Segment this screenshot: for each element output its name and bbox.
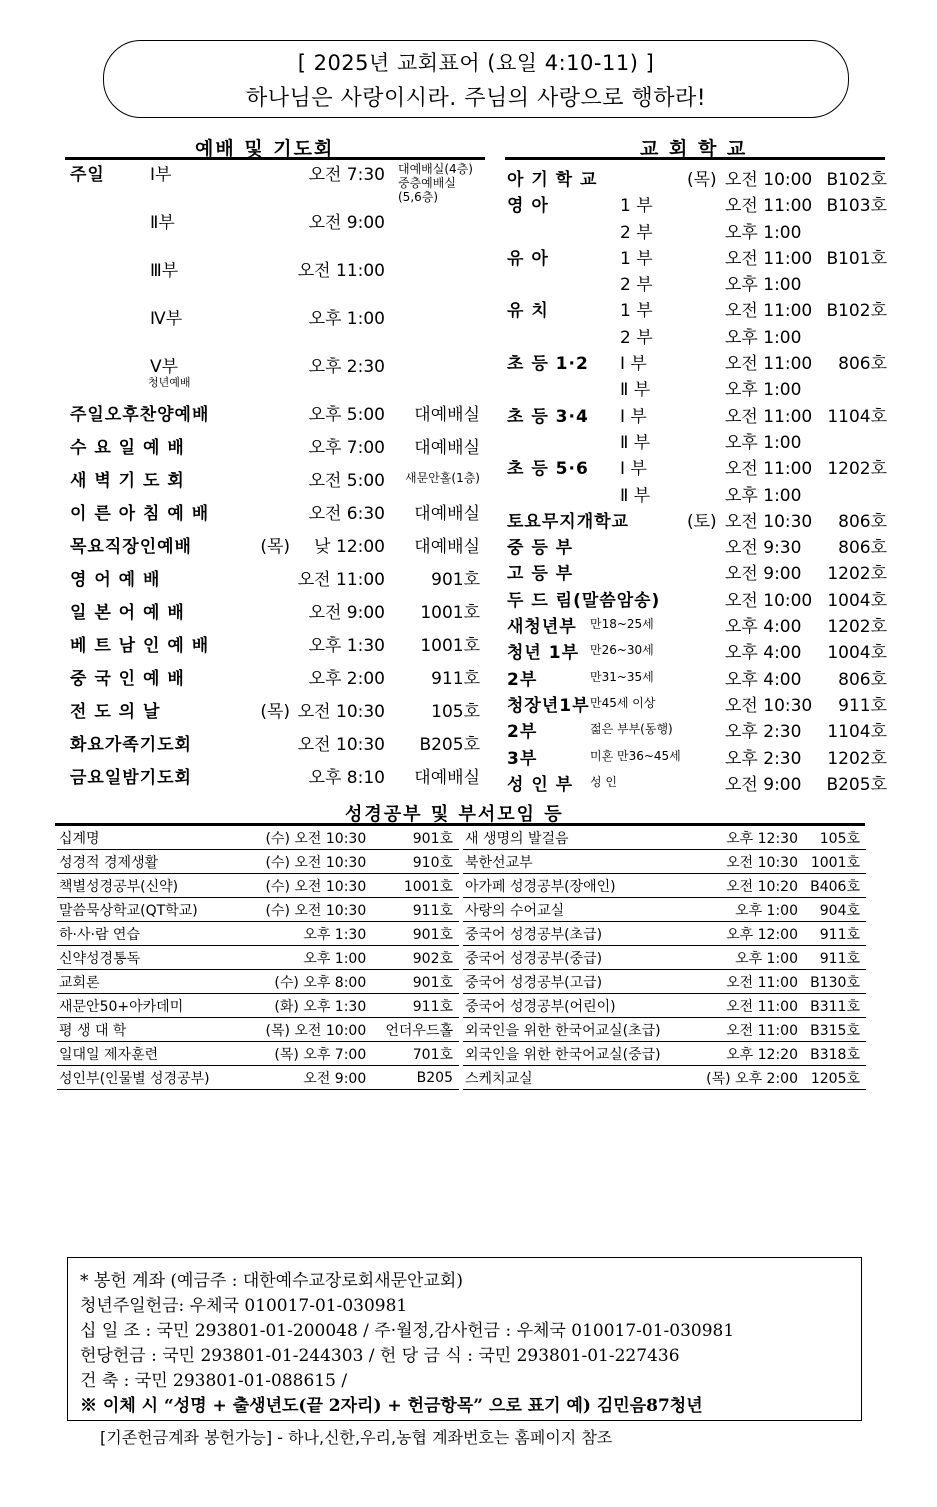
account-line: * 봉헌 계좌 (예금주 : 대한예수교장로회새문안교회) bbox=[80, 1271, 463, 1291]
school-dept: 중 등 부 bbox=[507, 538, 574, 559]
school-title: 교 회 학 교 bbox=[640, 138, 748, 160]
worship-time: 오전 9:00 bbox=[308, 603, 385, 623]
study-row bbox=[463, 994, 866, 1018]
study-name: 새문안50+아카데미 bbox=[57, 994, 243, 1018]
worship-name: 새 벽 기 도 회 bbox=[70, 471, 185, 491]
school-row bbox=[507, 244, 887, 270]
worship-time: 오후 1:30 bbox=[308, 636, 385, 656]
worship-name: 중 국 인 예 배 bbox=[70, 669, 185, 689]
study-time: 오전 10:20 bbox=[691, 874, 800, 898]
worship-place: 대예배실 bbox=[414, 438, 480, 458]
school-group: 1 부 bbox=[620, 301, 653, 322]
study-place: 701호 bbox=[368, 1042, 459, 1066]
school-row bbox=[507, 533, 887, 559]
school-time: 오후 1:00 bbox=[725, 222, 802, 243]
worship-place: 대예배실 bbox=[414, 504, 480, 524]
school-place: 1104호 bbox=[827, 722, 887, 743]
school-time: 오후 2:30 bbox=[725, 748, 802, 769]
study-row bbox=[57, 826, 459, 850]
school-row bbox=[507, 296, 887, 322]
study-place: 910호 bbox=[368, 850, 459, 874]
school-dept: 초 등 5·6 bbox=[507, 459, 589, 480]
study-row bbox=[57, 1042, 459, 1066]
worship-row bbox=[70, 565, 480, 598]
school-group: Ⅱ 부 bbox=[620, 485, 651, 506]
study-name: 성경적 경제생활 bbox=[57, 850, 243, 874]
school-row bbox=[507, 428, 887, 454]
worship-time: 오전 6:30 bbox=[308, 504, 385, 524]
school-row bbox=[507, 559, 887, 585]
study-name: 중국어 성경공부(중급) bbox=[463, 946, 691, 970]
study-time: 오후 1:00 bbox=[243, 946, 369, 970]
school-dept: 2부 bbox=[507, 722, 538, 743]
school-row bbox=[507, 218, 887, 244]
study-row bbox=[57, 946, 459, 970]
worship-row bbox=[70, 697, 480, 730]
study-time: (화) 오후 1:30 bbox=[243, 994, 369, 1018]
study-name: 중국어 성경공부(초급) bbox=[463, 922, 691, 946]
study-row bbox=[463, 970, 866, 994]
study-name: 십계명 bbox=[57, 826, 243, 850]
study-row bbox=[463, 1066, 866, 1090]
school-age: 만18~25세 bbox=[590, 617, 654, 632]
study-name: 평 생 대 학 bbox=[57, 1018, 243, 1042]
study-place: B406호 bbox=[800, 874, 866, 898]
worship-title: 예배 및 기도회 bbox=[195, 138, 335, 160]
worship-row bbox=[70, 160, 480, 208]
worship-day: (목) bbox=[260, 702, 290, 722]
school-group: 1 부 bbox=[620, 248, 653, 269]
school-time: 오후 1:00 bbox=[725, 327, 802, 348]
school-age: 미혼 만36~45세 bbox=[590, 748, 681, 763]
school-dept: 초 등 3·4 bbox=[507, 406, 589, 427]
study-place: 911호 bbox=[368, 994, 459, 1018]
school-place: 806호 bbox=[838, 511, 887, 532]
school-row bbox=[507, 454, 887, 480]
study-row bbox=[463, 850, 866, 874]
school-day: (토) bbox=[687, 511, 717, 532]
worship-time: 오전 7:30 bbox=[308, 165, 385, 185]
study-time: 오후 12:00 bbox=[691, 922, 800, 946]
study-time: (수) 오전 10:30 bbox=[243, 898, 369, 922]
school-place: 1202호 bbox=[827, 564, 887, 585]
school-place: B102호 bbox=[826, 301, 887, 322]
school-dept: 유 아 bbox=[507, 248, 549, 269]
worship-row bbox=[70, 730, 480, 763]
school-day: (목) bbox=[687, 170, 717, 190]
school-time: 오전 9:30 bbox=[725, 538, 802, 559]
account-line: 헌당헌금 : 국민 293801-01-244303 / 헌 당 금 식 : 국민 293801-01-227436 bbox=[80, 1346, 680, 1366]
school-time: 오후 1:00 bbox=[725, 380, 802, 401]
school-row bbox=[507, 744, 887, 770]
account-line: 십 일 조 : 국민 293801-01-200048 / 주·월정,감사헌금 : 우체국 010017-01-030981 bbox=[80, 1321, 735, 1341]
school-time: 오후 1:00 bbox=[725, 275, 802, 296]
study-name: 말씀묵상학교(QT학교) bbox=[57, 898, 243, 922]
motto-title: [ 2025년 교회표어 (요일 4:10-11) ] bbox=[297, 51, 655, 75]
school-time: 오후 4:00 bbox=[725, 643, 802, 664]
school-row bbox=[507, 612, 887, 638]
study-title: 성경공부 및 부서모임 등 bbox=[345, 804, 564, 825]
worship-row bbox=[70, 466, 480, 499]
school-row bbox=[507, 638, 887, 664]
school-dept: 고 등 부 bbox=[507, 564, 574, 585]
study-row bbox=[463, 898, 866, 922]
school-place: 806호 bbox=[838, 538, 887, 559]
worship-name: 일 본 어 예 배 bbox=[70, 603, 185, 623]
study-row bbox=[57, 922, 459, 946]
worship-time: 오전 10:30 bbox=[297, 735, 385, 755]
school-group: Ⅱ 부 bbox=[620, 380, 651, 401]
study-place: 904호 bbox=[800, 898, 866, 922]
study-name: 아가페 성경공부(장애인) bbox=[463, 874, 691, 898]
school-group: Ⅰ 부 bbox=[620, 406, 647, 427]
school-divider bbox=[505, 157, 885, 160]
school-place: B101호 bbox=[826, 248, 887, 269]
study-place: B205 bbox=[368, 1066, 459, 1090]
school-time: 오전 10:00 bbox=[725, 590, 813, 611]
school-row bbox=[507, 270, 887, 296]
school-row bbox=[507, 586, 887, 612]
study-place: B315호 bbox=[800, 1018, 866, 1042]
study-place: 901호 bbox=[368, 970, 459, 994]
study-name: 중국어 성경공부(고급) bbox=[463, 970, 691, 994]
worship-place: 105호 bbox=[431, 702, 480, 722]
school-row bbox=[507, 375, 887, 401]
worship-row bbox=[70, 499, 480, 532]
worship-name: 화요가족기도회 bbox=[70, 735, 192, 755]
worship-row bbox=[70, 598, 480, 631]
school-dept: 영 아 bbox=[507, 196, 549, 217]
school-group: 2 부 bbox=[620, 327, 653, 348]
school-group: 1 부 bbox=[620, 196, 653, 217]
worship-time: 오후 2:30 bbox=[308, 357, 385, 377]
worship-part: Ⅴ부 bbox=[150, 357, 179, 377]
school-time: 오전 11:00 bbox=[725, 301, 813, 322]
motto-text: 하나님은 사랑이시라. 주님의 사랑으로 행하라! bbox=[245, 86, 707, 111]
school-group: 2 부 bbox=[620, 222, 653, 243]
worship-row bbox=[70, 256, 480, 304]
study-place: 1001호 bbox=[368, 874, 459, 898]
school-time: 오후 2:30 bbox=[725, 722, 802, 743]
school-group: 2 부 bbox=[620, 275, 653, 296]
worship-part-note: 청년예배 bbox=[148, 376, 191, 389]
worship-row bbox=[70, 763, 480, 796]
school-age: 젊은 부부(동행) bbox=[590, 722, 673, 737]
school-time: 오후 4:00 bbox=[725, 669, 802, 690]
study-name: 하·사·람 연습 bbox=[57, 922, 243, 946]
study-row bbox=[463, 874, 866, 898]
study-row bbox=[57, 994, 459, 1018]
account-line: 건 축 : 국민 293801-01-088615 / bbox=[80, 1371, 348, 1391]
worship-place: 901호 bbox=[431, 570, 480, 590]
study-place: 언더우드홀 bbox=[368, 1018, 459, 1042]
study-name: 북한선교부 bbox=[463, 850, 691, 874]
worship-name: 주일 bbox=[70, 165, 105, 185]
worship-time: 오전 11:00 bbox=[297, 261, 385, 281]
study-time: 오후 1:00 bbox=[691, 898, 800, 922]
study-time: (수) 오후 8:00 bbox=[243, 970, 369, 994]
worship-row bbox=[70, 304, 480, 352]
study-time: (수) 오전 10:30 bbox=[243, 874, 369, 898]
school-place: 1004호 bbox=[827, 590, 887, 611]
school-time: 오전 11:00 bbox=[725, 196, 813, 217]
worship-place: 1001호 bbox=[420, 603, 480, 623]
worship-place: 새문안홀(1층) bbox=[405, 471, 480, 485]
study-name: 책별성경공부(신약) bbox=[57, 874, 243, 898]
school-list bbox=[507, 165, 887, 796]
worship-part: Ⅲ부 bbox=[150, 261, 179, 281]
study-row bbox=[57, 970, 459, 994]
school-row bbox=[507, 507, 887, 533]
study-row bbox=[57, 850, 459, 874]
study-row bbox=[463, 826, 866, 850]
worship-row bbox=[70, 532, 480, 565]
school-dept: 두 드 림(말씀암송) bbox=[507, 590, 661, 611]
study-row bbox=[463, 922, 866, 946]
school-place: 1202호 bbox=[827, 748, 887, 769]
school-dept: 성 인 부 bbox=[507, 774, 574, 795]
study-place: 1001호 bbox=[800, 850, 866, 874]
study-place: B130호 bbox=[800, 970, 866, 994]
study-row bbox=[463, 1018, 866, 1042]
study-time: 오전 11:00 bbox=[691, 1018, 800, 1042]
offering-account-box bbox=[67, 1257, 862, 1421]
worship-time: 오전 10:30 bbox=[297, 702, 385, 722]
study-row bbox=[57, 898, 459, 922]
study-row bbox=[57, 1018, 459, 1042]
school-age: 만45세 이상 bbox=[590, 695, 656, 710]
school-row bbox=[507, 349, 887, 375]
school-dept: 유 치 bbox=[507, 301, 549, 322]
school-time: 오후 4:00 bbox=[725, 617, 802, 638]
school-time: 오전 10:30 bbox=[725, 695, 813, 716]
worship-row bbox=[70, 352, 480, 400]
school-place: 911호 bbox=[838, 695, 887, 716]
school-time: 오전 11:00 bbox=[725, 354, 813, 375]
study-place: 901호 bbox=[368, 922, 459, 946]
study-name: 새 생명의 발걸음 bbox=[463, 826, 691, 850]
school-dept: 토요무지개학교 bbox=[507, 511, 629, 532]
school-time: 오후 1:00 bbox=[725, 432, 802, 453]
study-time: 오후 12:20 bbox=[691, 1042, 800, 1066]
worship-row bbox=[70, 400, 480, 433]
school-time: 오전 9:00 bbox=[725, 774, 802, 795]
study-row bbox=[57, 874, 459, 898]
study-time: 오후 12:30 bbox=[691, 826, 800, 850]
worship-day: (목) bbox=[260, 537, 290, 557]
school-row bbox=[507, 323, 887, 349]
study-time: (목) 오전 10:00 bbox=[243, 1018, 369, 1042]
worship-time: 오전 9:00 bbox=[308, 213, 385, 233]
study-place: B318호 bbox=[800, 1042, 866, 1066]
study-time: (목) 오후 2:00 bbox=[691, 1066, 800, 1090]
school-place: 1202호 bbox=[827, 459, 887, 480]
school-row bbox=[507, 191, 887, 217]
study-name: 외국인을 위한 한국어교실(중급) bbox=[463, 1042, 691, 1066]
study-place: 911호 bbox=[800, 922, 866, 946]
school-group: Ⅱ 부 bbox=[620, 432, 651, 453]
school-place: B205호 bbox=[826, 774, 887, 795]
study-place: 1205호 bbox=[800, 1066, 866, 1090]
study-name: 외국인을 위한 한국어교실(초급) bbox=[463, 1018, 691, 1042]
school-dept: 3부 bbox=[507, 748, 538, 769]
study-name: 스케치교실 bbox=[463, 1066, 691, 1090]
worship-place-note: 대예배실(4층) 중층예배실 (5,6층) bbox=[398, 162, 473, 204]
school-age: 만26~30세 bbox=[590, 643, 654, 658]
worship-row bbox=[70, 208, 480, 256]
study-name: 일대일 제자훈련 bbox=[57, 1042, 243, 1066]
worship-time: 낮 12:00 bbox=[314, 537, 385, 557]
school-time: 오전 10:30 bbox=[725, 511, 813, 532]
school-time: 오후 1:00 bbox=[725, 485, 802, 506]
worship-part: Ⅰ부 bbox=[150, 165, 172, 185]
school-place: 1004호 bbox=[827, 643, 887, 664]
motto-banner bbox=[103, 40, 849, 118]
worship-time: 오후 5:00 bbox=[308, 405, 385, 425]
school-place: 1202호 bbox=[827, 617, 887, 638]
worship-name: 전 도 의 날 bbox=[70, 702, 161, 722]
study-place: B311호 bbox=[800, 994, 866, 1018]
study-row bbox=[463, 1042, 866, 1066]
worship-time: 오후 7:00 bbox=[308, 438, 385, 458]
school-row bbox=[507, 165, 887, 191]
school-time: 오전 10:00 bbox=[725, 170, 813, 190]
worship-name: 영 어 예 배 bbox=[70, 570, 161, 590]
study-time: 오후 1:00 bbox=[691, 946, 800, 970]
worship-name: 이 른 아 침 예 배 bbox=[70, 504, 210, 524]
worship-row bbox=[70, 433, 480, 466]
study-time: 오전 10:30 bbox=[691, 850, 800, 874]
study-table-right bbox=[463, 826, 866, 1090]
study-row bbox=[57, 1066, 459, 1090]
worship-name: 베 트 남 인 예 배 bbox=[70, 636, 210, 656]
worship-name: 주일오후찬양예배 bbox=[70, 405, 210, 425]
school-row bbox=[507, 717, 887, 743]
study-place: 901호 bbox=[368, 826, 459, 850]
study-table-left bbox=[57, 826, 459, 1090]
school-place: 1104호 bbox=[827, 406, 887, 427]
worship-list bbox=[70, 160, 480, 796]
school-row bbox=[507, 691, 887, 717]
worship-row bbox=[70, 664, 480, 697]
worship-row bbox=[70, 631, 480, 664]
account-line: 청년주일헌금: 우체국 010017-01-030981 bbox=[80, 1296, 408, 1316]
study-place: 902호 bbox=[368, 946, 459, 970]
school-dept: 초 등 1·2 bbox=[507, 354, 589, 375]
school-row bbox=[507, 481, 887, 507]
worship-part: Ⅳ부 bbox=[150, 309, 183, 329]
study-name: 성인부(인물별 성경공부) bbox=[57, 1066, 243, 1090]
worship-name: 금요일밤기도회 bbox=[70, 768, 192, 788]
study-time: 오전 11:00 bbox=[691, 970, 800, 994]
worship-name: 수 요 일 예 배 bbox=[70, 438, 185, 458]
study-name: 사랑의 수어교실 bbox=[463, 898, 691, 922]
worship-name: 목요직장인예배 bbox=[70, 537, 192, 557]
school-age: 만31~35세 bbox=[590, 669, 654, 684]
school-dept: 청년 1부 bbox=[507, 643, 580, 664]
school-group: Ⅰ 부 bbox=[620, 354, 647, 375]
school-time: 오전 11:00 bbox=[725, 459, 813, 480]
worship-place: 대예배실 bbox=[414, 405, 480, 425]
school-place: 806호 bbox=[838, 354, 887, 375]
footer-note: [기존헌금계좌 봉헌가능] - 하나,신한,우리,농협 계좌번호는 홈페이지 참조 bbox=[100, 1428, 613, 1447]
study-time: (목) 오후 7:00 bbox=[243, 1042, 369, 1066]
study-place: 105호 bbox=[800, 826, 866, 850]
worship-time: 오전 5:00 bbox=[308, 471, 385, 491]
worship-place: B205호 bbox=[419, 735, 480, 755]
school-place: B102호 bbox=[826, 170, 887, 190]
worship-part: Ⅱ부 bbox=[150, 213, 175, 233]
school-dept: 아 기 학 교 bbox=[507, 170, 598, 190]
school-time: 오전 11:00 bbox=[725, 406, 813, 427]
school-group: Ⅰ 부 bbox=[620, 459, 647, 480]
school-place: 806호 bbox=[838, 669, 887, 690]
study-time: 오후 1:30 bbox=[243, 922, 369, 946]
study-place: 911호 bbox=[800, 946, 866, 970]
worship-time: 오후 8:10 bbox=[308, 768, 385, 788]
worship-place: 대예배실 bbox=[414, 768, 480, 788]
school-age: 성 인 bbox=[590, 774, 617, 789]
account-note: ※ 이체 시 “성명 + 출생년도(끝 2자리) + 헌금항목” 으로 표기 예) 김민음87청년 bbox=[80, 1396, 703, 1416]
worship-place: 911호 bbox=[431, 669, 480, 689]
worship-time: 오전 11:00 bbox=[297, 570, 385, 590]
school-dept: 청장년1부 bbox=[507, 695, 590, 716]
school-row bbox=[507, 402, 887, 428]
school-dept: 2부 bbox=[507, 669, 538, 690]
school-dept: 새청년부 bbox=[507, 617, 577, 638]
study-name: 중국어 성경공부(어린이) bbox=[463, 994, 691, 1018]
study-time: (수) 오전 10:30 bbox=[243, 850, 369, 874]
school-row bbox=[507, 665, 887, 691]
study-place: 911호 bbox=[368, 898, 459, 922]
school-row bbox=[507, 770, 887, 796]
worship-time: 오후 2:00 bbox=[308, 669, 385, 689]
study-time: 오전 11:00 bbox=[691, 994, 800, 1018]
worship-place: 1001호 bbox=[420, 636, 480, 656]
worship-place: 대예배실 bbox=[414, 537, 480, 557]
study-time: 오전 9:00 bbox=[243, 1066, 369, 1090]
study-time: (수) 오전 10:30 bbox=[243, 826, 369, 850]
study-name: 신약성경통독 bbox=[57, 946, 243, 970]
study-row bbox=[463, 946, 866, 970]
school-time: 오전 9:00 bbox=[725, 564, 802, 585]
study-name: 교회론 bbox=[57, 970, 243, 994]
worship-time: 오후 1:00 bbox=[308, 309, 385, 329]
school-time: 오전 11:00 bbox=[725, 248, 813, 269]
school-place: B103호 bbox=[826, 196, 887, 217]
